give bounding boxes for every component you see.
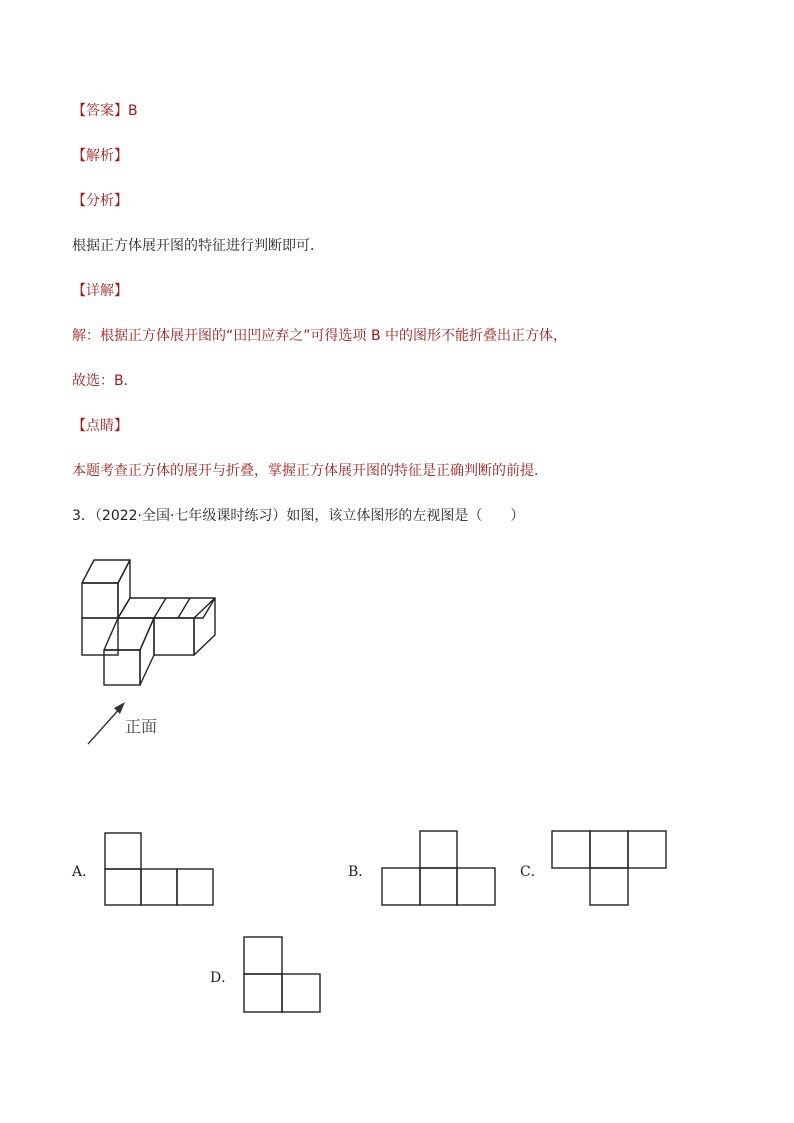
cube-top-face <box>82 560 130 583</box>
cube-row-front <box>154 618 194 655</box>
option-a-label: A． <box>72 864 97 880</box>
fenxi-heading: 【分析】 <box>72 193 128 209</box>
option-b-figure <box>381 830 499 908</box>
answer-label: 【答案】B <box>72 103 138 119</box>
question-3: 3．（2022·全国·七年级课时练习）如图，该立体图形的左视图是（ ） <box>72 508 525 524</box>
front-label: 正面 <box>125 717 158 736</box>
detail-heading: 【详解】 <box>72 283 128 299</box>
detail-text: 解：根据正方体展开图的“田凹应弃之”可得选项 B 中的图形不能折叠出正方体， <box>72 328 568 344</box>
comment-heading: 【点睛】 <box>72 418 128 434</box>
cube-figure <box>70 550 270 750</box>
cube-front-face-upper <box>82 583 118 618</box>
option-a-figure <box>104 832 216 908</box>
analysis-heading: 【解析】 <box>72 148 128 164</box>
comment-text: 本题考查正方体的展开与折叠，掌握正方体展开图的特征是正确判断的前提． <box>72 463 548 479</box>
view-arrow <box>88 706 122 744</box>
option-b-label: B． <box>348 864 373 880</box>
option-d-label: D． <box>210 970 236 986</box>
cube-row-top <box>118 598 215 618</box>
option-c-label: C． <box>520 864 545 880</box>
fenxi-text: 根据正方体展开图的特征进行判断即可． <box>72 238 324 254</box>
cube-protrude-side <box>140 618 154 685</box>
choose-text: 故选：B． <box>72 373 138 389</box>
option-c-figure <box>551 829 669 909</box>
option-d-figure <box>243 936 323 1016</box>
cube-row-side <box>194 598 215 655</box>
